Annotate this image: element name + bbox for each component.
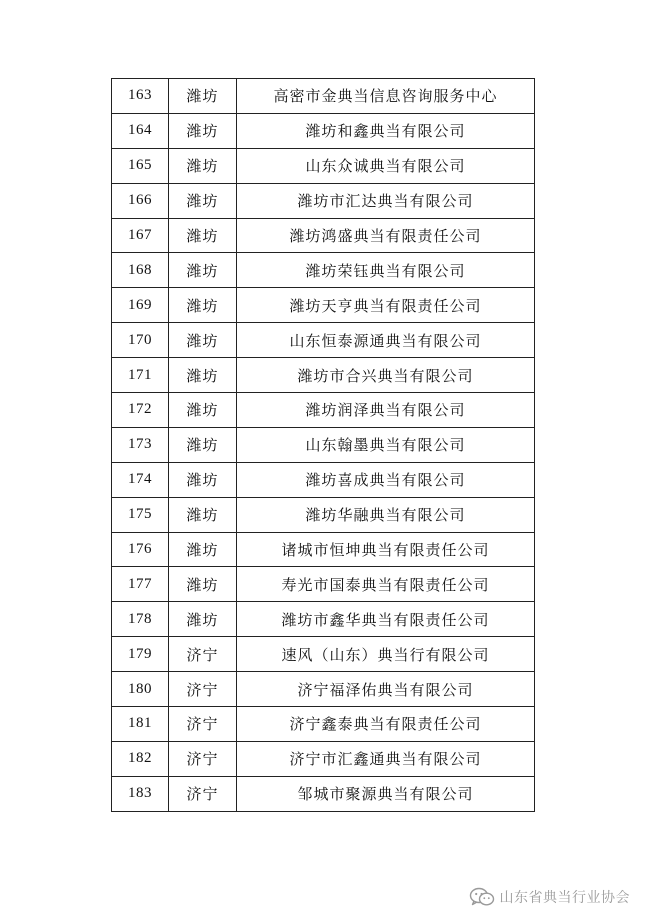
table-row (112, 672, 535, 707)
table-row (112, 776, 535, 811)
row-city: 潍坊 (169, 323, 237, 358)
row-company-name: 山东众诚典当有限公司 (237, 148, 535, 183)
table-row (112, 427, 535, 462)
row-city: 潍坊 (169, 79, 237, 114)
table-row (112, 218, 535, 253)
row-company-name: 潍坊和鑫典当有限公司 (237, 113, 535, 148)
table-row (112, 741, 535, 776)
table-row (112, 497, 535, 532)
row-city: 潍坊 (169, 288, 237, 323)
row-company-name: 济宁市汇鑫通典当有限公司 (237, 741, 535, 776)
row-number: 166 (112, 183, 169, 218)
table-body (112, 79, 535, 812)
watermark-text: 山东省典当行业协会 (499, 890, 630, 906)
table-row (112, 253, 535, 288)
watermark (469, 887, 631, 907)
row-company-name: 潍坊华融典当有限公司 (237, 497, 535, 532)
row-city: 济宁 (169, 637, 237, 672)
row-company-name: 潍坊市鑫华典当有限责任公司 (237, 602, 535, 637)
table-row (112, 148, 535, 183)
row-number: 172 (112, 393, 169, 428)
table-row (112, 567, 535, 602)
row-city: 潍坊 (169, 183, 237, 218)
row-city: 济宁 (169, 672, 237, 707)
table-row (112, 183, 535, 218)
row-company-name: 济宁鑫泰典当有限责任公司 (237, 707, 535, 742)
row-city: 潍坊 (169, 253, 237, 288)
row-city: 潍坊 (169, 567, 237, 602)
row-number: 174 (112, 462, 169, 497)
table-row (112, 707, 535, 742)
row-city: 潍坊 (169, 602, 237, 637)
table-row (112, 462, 535, 497)
row-company-name: 寿光市国泰典当有限责任公司 (237, 567, 535, 602)
row-company-name: 潍坊喜成典当有限公司 (237, 462, 535, 497)
row-city: 潍坊 (169, 532, 237, 567)
row-number: 169 (112, 288, 169, 323)
row-number: 181 (112, 707, 169, 742)
row-city: 潍坊 (169, 113, 237, 148)
row-company-name: 潍坊润泽典当有限公司 (237, 393, 535, 428)
company-table (111, 78, 535, 812)
row-number: 163 (112, 79, 169, 114)
table-row (112, 288, 535, 323)
table-row (112, 393, 535, 428)
row-number: 173 (112, 427, 169, 462)
pawnshop-list (111, 78, 535, 812)
row-city: 济宁 (169, 776, 237, 811)
row-number: 165 (112, 148, 169, 183)
row-number: 167 (112, 218, 169, 253)
row-number: 182 (112, 741, 169, 776)
row-company-name: 潍坊市合兴典当有限公司 (237, 358, 535, 393)
row-company-name: 山东翰墨典当有限公司 (237, 427, 535, 462)
row-city: 济宁 (169, 741, 237, 776)
row-number: 170 (112, 323, 169, 358)
row-number: 183 (112, 776, 169, 811)
row-number: 180 (112, 672, 169, 707)
row-company-name: 济宁福泽佑典当有限公司 (237, 672, 535, 707)
row-city: 潍坊 (169, 462, 237, 497)
table-row (112, 532, 535, 567)
row-company-name: 潍坊天亨典当有限责任公司 (237, 288, 535, 323)
row-number: 168 (112, 253, 169, 288)
row-number: 175 (112, 497, 169, 532)
row-city: 潍坊 (169, 497, 237, 532)
row-number: 178 (112, 602, 169, 637)
table-row (112, 602, 535, 637)
row-number: 179 (112, 637, 169, 672)
wechat-icon (469, 887, 495, 907)
row-number: 164 (112, 113, 169, 148)
row-city: 济宁 (169, 707, 237, 742)
row-city: 潍坊 (169, 218, 237, 253)
row-company-name: 山东恒泰源通典当有限公司 (237, 323, 535, 358)
row-number: 176 (112, 532, 169, 567)
row-company-name: 潍坊市汇达典当有限公司 (237, 183, 535, 218)
row-number: 171 (112, 358, 169, 393)
row-company-name: 邹城市聚源典当有限公司 (237, 776, 535, 811)
row-company-name: 高密市金典当信息咨询服务中心 (237, 79, 535, 114)
table-row (112, 358, 535, 393)
row-city: 潍坊 (169, 358, 237, 393)
row-city: 潍坊 (169, 427, 237, 462)
row-company-name: 潍坊荣钰典当有限公司 (237, 253, 535, 288)
table-row (112, 637, 535, 672)
row-company-name: 潍坊鸿盛典当有限责任公司 (237, 218, 535, 253)
row-number: 177 (112, 567, 169, 602)
table-row (112, 323, 535, 358)
row-company-name: 速风（山东）典当行有限公司 (237, 637, 535, 672)
row-city: 潍坊 (169, 393, 237, 428)
row-company-name: 诸城市恒坤典当有限责任公司 (237, 532, 535, 567)
row-city: 潍坊 (169, 148, 237, 183)
table-row (112, 113, 535, 148)
table-row (112, 79, 535, 114)
